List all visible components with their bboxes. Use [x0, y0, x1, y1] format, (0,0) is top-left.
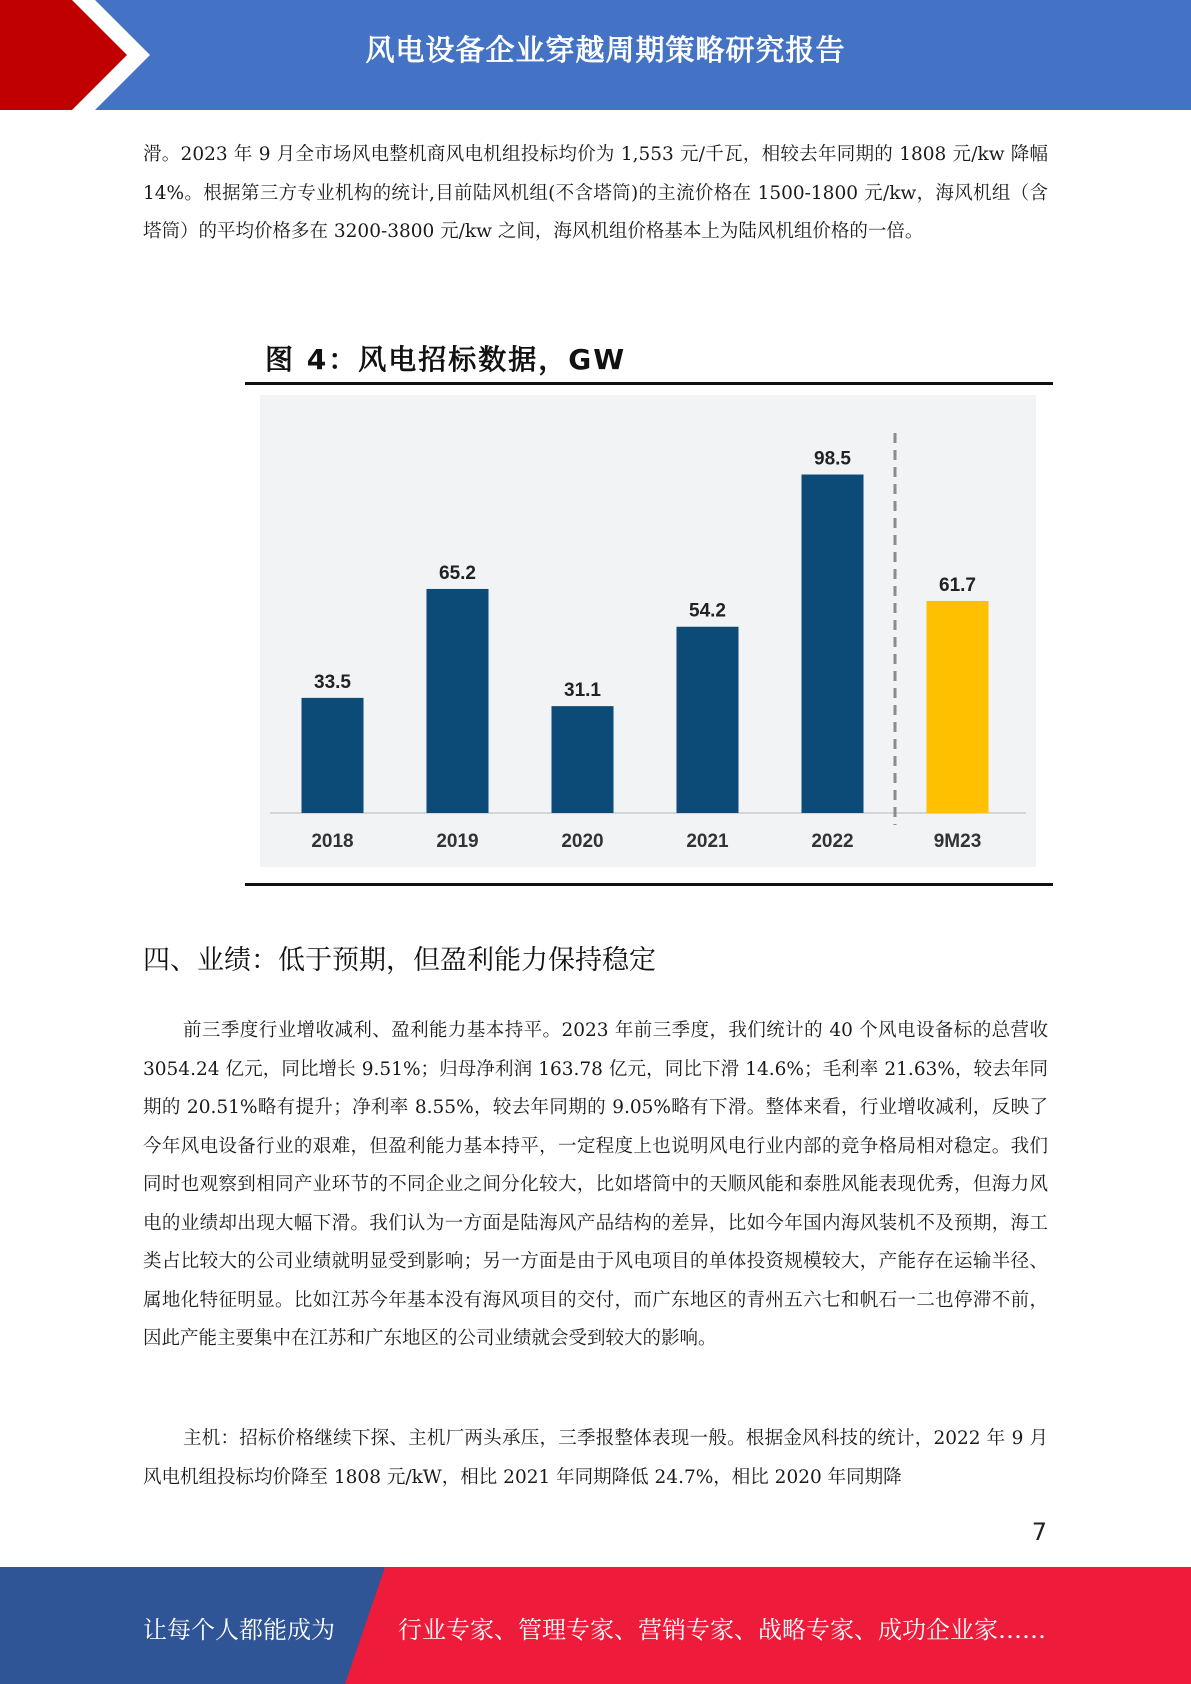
tick-label-2020: 2020 — [561, 831, 604, 852]
intro-paragraph: 滑。2023 年 9 月全市场风电整机商风电机组投标均价为 1,553 元/千瓦，相较去年同期的 1808 元/kw 降幅 14%。根据第三方专业机构的统计,目前陆风机组(不含塔筒)的主流价格在 1500-1800 元/kw，海风机组（含塔筒）的平均价格多在 3200-3800 元/kw 之间，海风机组价格基本上为陆风机组价格的一倍。 — [143, 144, 1048, 242]
tick-label-9M23: 9M23 — [933, 831, 982, 852]
figure-title: 图 4：风电招标数据，GW — [265, 343, 627, 376]
tick-label-2021: 2021 — [686, 831, 729, 852]
bar-2022 — [802, 475, 864, 813]
figure-4 — [245, 330, 1053, 890]
tick-label-2019: 2019 — [436, 831, 479, 852]
figure-bottom-rule — [245, 883, 1053, 886]
figure-top-rule — [245, 382, 1053, 385]
data-label-2018: 33.5 — [314, 671, 351, 693]
performance-paragraph: 前三季度行业增收减利、盈利能力基本持平。2023 年前三季度，我们统计的 40 个风电设备标的总营收 3054.24 亿元，同比增长 9.51%；归母净利润 163.78 亿元，同比下滑 14.6%；毛利率 21.63%，较去年同期的 20.51%略有提升；净利率 8.55%，较去年同期的 9.05%略有下滑。整体来看，行业增收减利，反映了今年风电设备行业的艰难，但盈利能力基本持平，一定程度上也说明风电行业内部的竞争格局相对稳定。我们同时也观察到相同产业环节的不同企业之间分化较大，比如塔筒中的天顺风能和泰胜风能表现优秀，但海力风电的业绩却出现大幅下滑。我们认为一方面是陆海风产品结构的差异，比如今年国内海风装机不及预期，海工类占比较大的公司业绩就明显受到影响；另一方面是由于风电项目的单体投资规模较大，产能存在运输半径、属地化特征明显。比如江苏今年基本没有海风项目的交付，而广东地区的青州五六七和帆石一二也停滞不前，因此产能主要集中在江苏和广东地区的公司业绩就会受到较大的影响。 — [143, 1020, 1048, 1349]
footer-slogan-left: 让每个人都能成为 — [143, 1616, 335, 1644]
bar-2019 — [427, 589, 489, 813]
bar-2021 — [677, 627, 739, 813]
report-title: 风电设备企业穿越周期策略研究报告 — [365, 33, 846, 67]
data-label-2020: 31.1 — [564, 680, 601, 702]
tick-label-2018: 2018 — [311, 831, 354, 852]
page-number: 7 — [1031, 1518, 1047, 1546]
section-heading: 四、业绩：低于预期，但盈利能力保持稳定 — [143, 945, 656, 976]
bar-9M23 — [927, 601, 989, 813]
tick-label-2022: 2022 — [811, 831, 854, 852]
data-label-9M23: 61.7 — [939, 574, 976, 596]
data-label-2021: 54.2 — [689, 600, 726, 622]
bar-2020 — [552, 706, 614, 813]
chart-background — [260, 395, 1036, 867]
data-label-2022: 98.5 — [814, 448, 851, 470]
bar-2018 — [302, 698, 364, 813]
main-machine-paragraph: 主机：招标价格继续下探、主机厂两头承压，三季报整体表现一般。根据金风科技的统计，2022 年 9 月风电机组投标均价降至 1808 元/kW，相比 2021 年同期降低 24.7%，相比 2020 年同期降 — [143, 1428, 1048, 1488]
page-footer — [0, 1567, 1191, 1684]
page-header — [0, 0, 1191, 110]
footer-slogan-right: 行业专家、管理专家、营销专家、战略专家、成功企业家…… — [398, 1616, 1046, 1644]
data-label-2019: 65.2 — [439, 562, 476, 584]
bar-chart — [260, 395, 1036, 867]
